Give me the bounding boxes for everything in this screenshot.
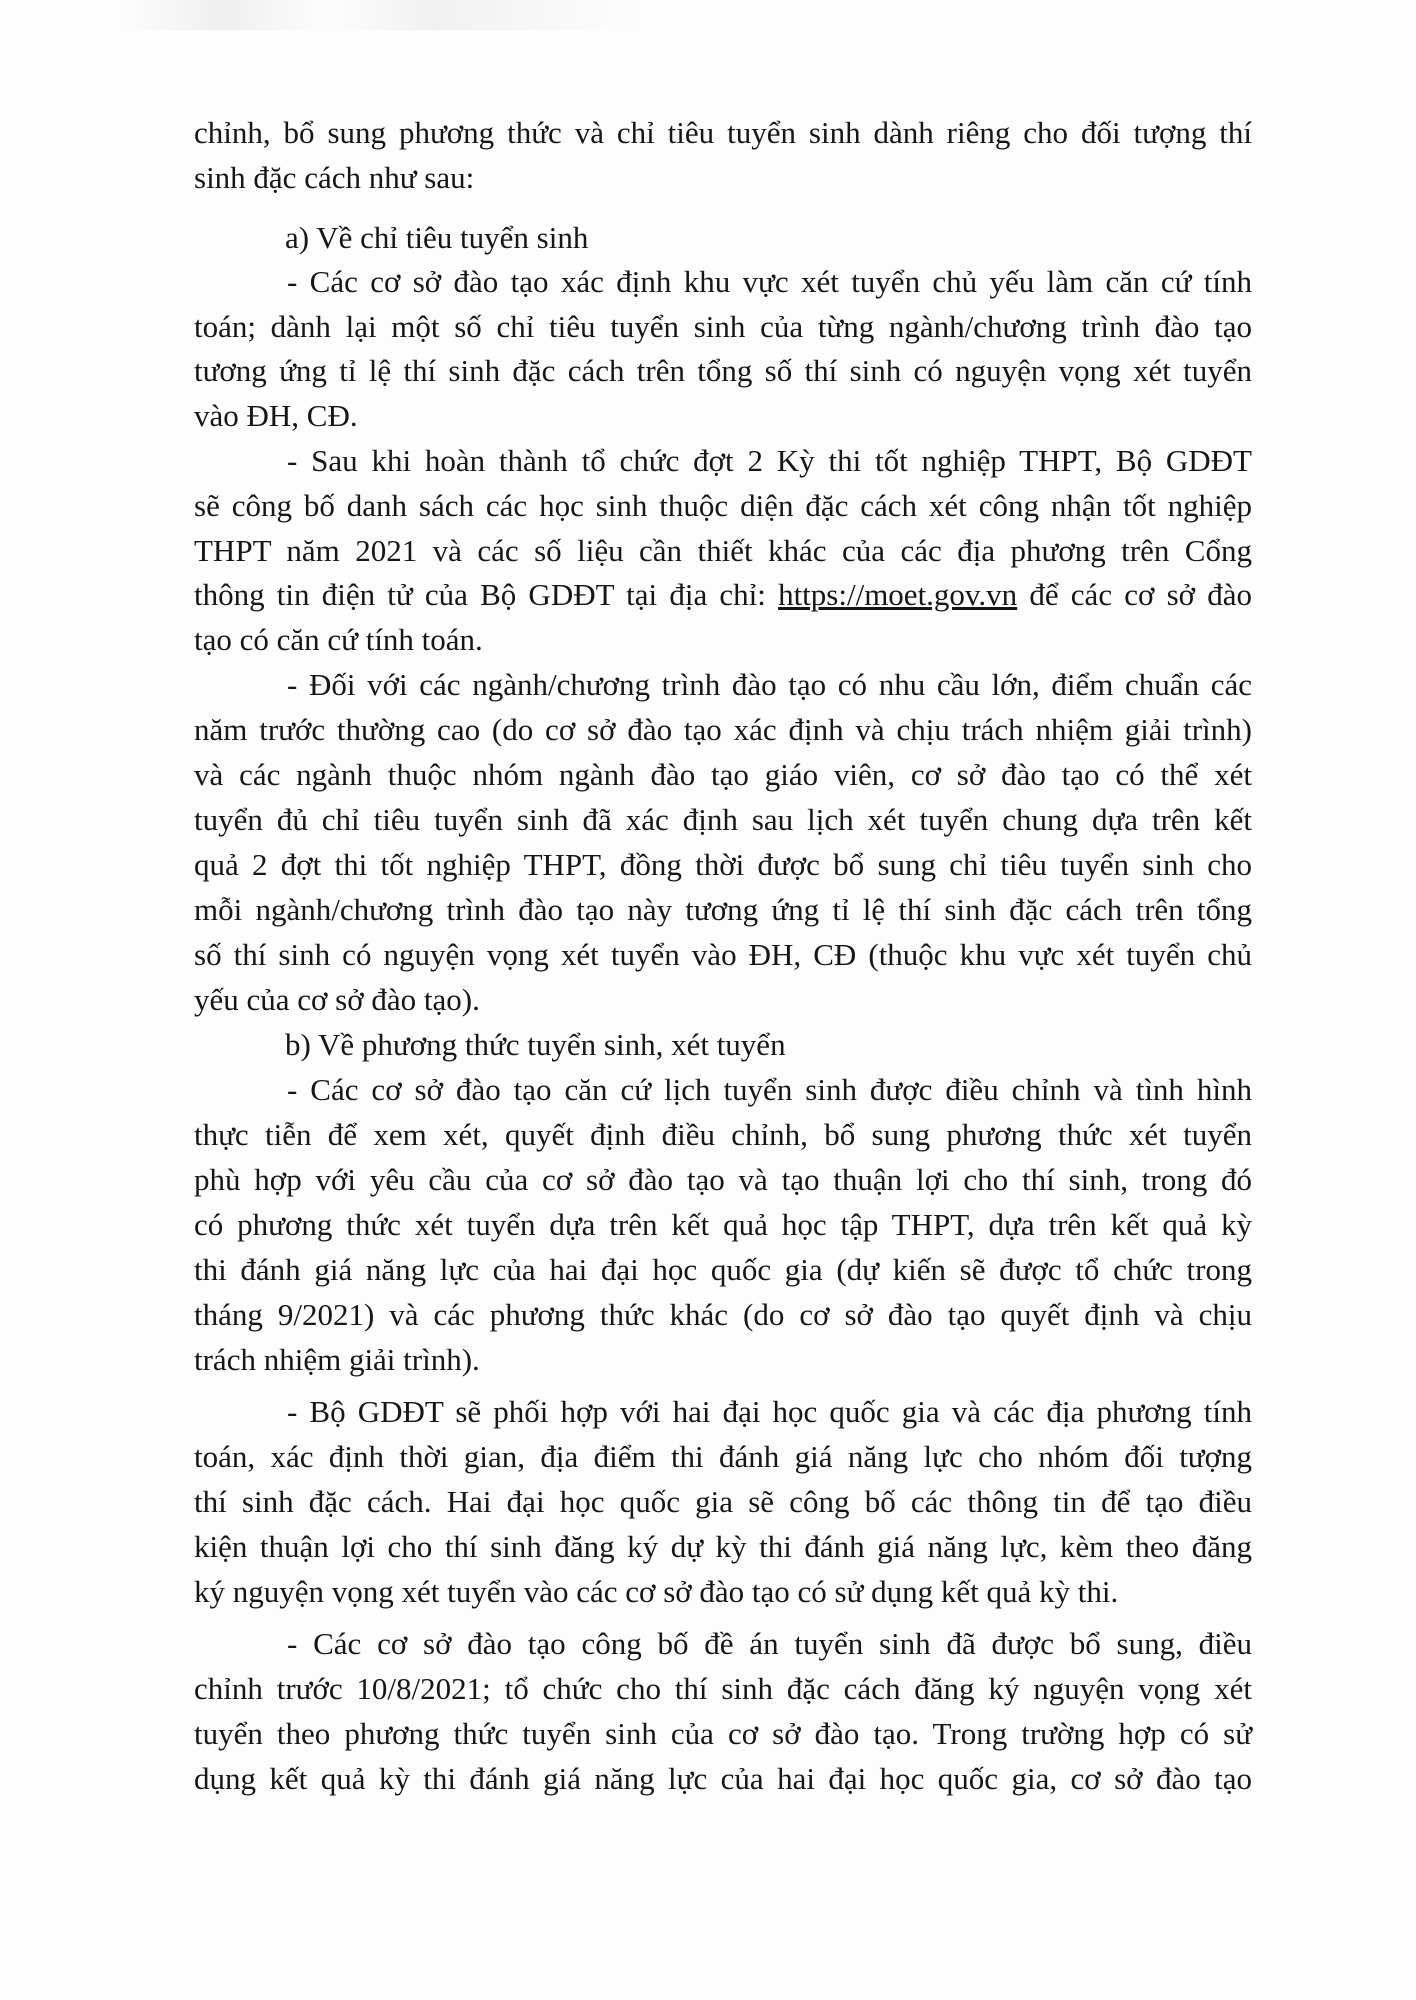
text-line: chỉnh trước 10/8/2021; tổ chức cho thí sinh đặc cách đăng ký nguyện vọng xét [194, 1671, 1252, 1706]
text-line [194, 575, 1252, 615]
text-segment: thông tin điện tử của Bộ GDĐT tại địa chỉ: [194, 577, 779, 612]
text-line: vào ĐH, CĐ. [194, 398, 358, 433]
text-line: toán, xác định thời gian, địa điểm thi đánh giá năng lực cho nhóm đối tượng [194, 1439, 1252, 1474]
text-line: năm trước thường cao (do cơ sở đào tạo xác định và chịu trách nhiệm giải trình) [194, 712, 1252, 747]
text-line: mỗi ngành/chương trình đào tạo này tương ứng tỉ lệ thí sinh đặc cách trên tổng [194, 892, 1252, 927]
text-line: có phương thức xét tuyển dựa trên kết quả học tập THPT, dựa trên kết quả kỳ [194, 1207, 1252, 1242]
text-line: - Sau khi hoàn thành tổ chức đợt 2 Kỳ thi tốt nghiệp THPT, Bộ GDĐT [287, 443, 1252, 478]
text-line: tuyển theo phương thức tuyển sinh của cơ sở đào tạo. Trong trường hợp có sử [194, 1716, 1252, 1751]
text-line: trách nhiệm giải trình). [194, 1342, 480, 1377]
text-line: toán; dành lại một số chỉ tiêu tuyển sinh của từng ngành/chương trình đào tạo [194, 309, 1252, 344]
text-line: tuyển đủ chỉ tiêu tuyển sinh đã xác định sau lịch xét tuyển chung dựa trên kết [194, 802, 1252, 837]
text-line: - Các cơ sở đào tạo căn cứ lịch tuyển sinh được điều chỉnh và tình hình [287, 1072, 1252, 1107]
text-line: chỉnh, bổ sung phương thức và chỉ tiêu tuyển sinh dành riêng cho đối tượng thí [194, 115, 1252, 150]
text-line: - Các cơ sở đào tạo công bố đề án tuyển sinh đã được bổ sung, điều [287, 1626, 1252, 1661]
text-line: phù hợp với yêu cầu của cơ sở đào tạo và tạo thuận lợi cho thí sinh, trong đó [194, 1162, 1252, 1197]
text-line: thí sinh đặc cách. Hai đại học quốc gia sẽ công bố các thông tin để tạo điều [194, 1484, 1252, 1519]
moet-link[interactable]: https://moet.gov.vn [778, 577, 1018, 612]
text-segment: để các cơ sở đào [1017, 577, 1253, 612]
text-line: thực tiễn để xem xét, quyết định điều chỉnh, bổ sung phương thức xét tuyển [194, 1117, 1252, 1152]
section-heading-a: a) Về chỉ tiêu tuyển sinh [285, 220, 589, 255]
text-line: quả 2 đợt thi tốt nghiệp THPT, đồng thời được bổ sung chỉ tiêu tuyển sinh cho [194, 847, 1252, 882]
text-line: THPT năm 2021 và các số liệu cần thiết khác của các địa phương trên Cổng [194, 533, 1252, 568]
text-line: và các ngành thuộc nhóm ngành đào tạo giáo viên, cơ sở đào tạo có thể xét [194, 757, 1252, 792]
text-line: thi đánh giá năng lực của hai đại học quốc gia (dự kiến sẽ được tổ chức trong [194, 1252, 1252, 1287]
text-line: - Bộ GDĐT sẽ phối hợp với hai đại học quốc gia và các địa phương tính [287, 1394, 1252, 1429]
section-heading-b: b) Về phương thức tuyển sinh, xét tuyển [285, 1027, 786, 1062]
scan-artifact [120, 0, 640, 30]
text-line: sẽ công bố danh sách các học sinh thuộc diện đặc cách xét công nhận tốt nghiệp [194, 488, 1252, 523]
text-line: - Đối với các ngành/chương trình đào tạo có nhu cầu lớn, điểm chuẩn các [287, 667, 1252, 702]
text-line: dụng kết quả kỳ thi đánh giá năng lực của hai đại học quốc gia, cơ sở đào tạo [194, 1761, 1252, 1796]
text-line: tương ứng tỉ lệ thí sinh đặc cách trên tổng số thí sinh có nguyện vọng xét tuyển [194, 353, 1252, 388]
text-line: kiện thuận lợi cho thí sinh đăng ký dự kỳ thi đánh giá năng lực, kèm theo đăng [194, 1529, 1252, 1564]
text-line: tạo có căn cứ tính toán. [194, 622, 483, 657]
text-line: sinh đặc cách như sau: [194, 160, 475, 195]
text-line: số thí sinh có nguyện vọng xét tuyển vào ĐH, CĐ (thuộc khu vực xét tuyển chủ [194, 937, 1252, 972]
text-line: ký nguyện vọng xét tuyển vào các cơ sở đào tạo có sử dụng kết quả kỳ thi. [194, 1574, 1119, 1609]
text-line: - Các cơ sở đào tạo xác định khu vực xét tuyển chủ yếu làm căn cứ tính [287, 264, 1252, 299]
text-line: tháng 9/2021) và các phương thức khác (do cơ sở đào tạo quyết định và chịu [194, 1297, 1252, 1332]
text-line: yếu của cơ sở đào tạo). [194, 982, 480, 1017]
